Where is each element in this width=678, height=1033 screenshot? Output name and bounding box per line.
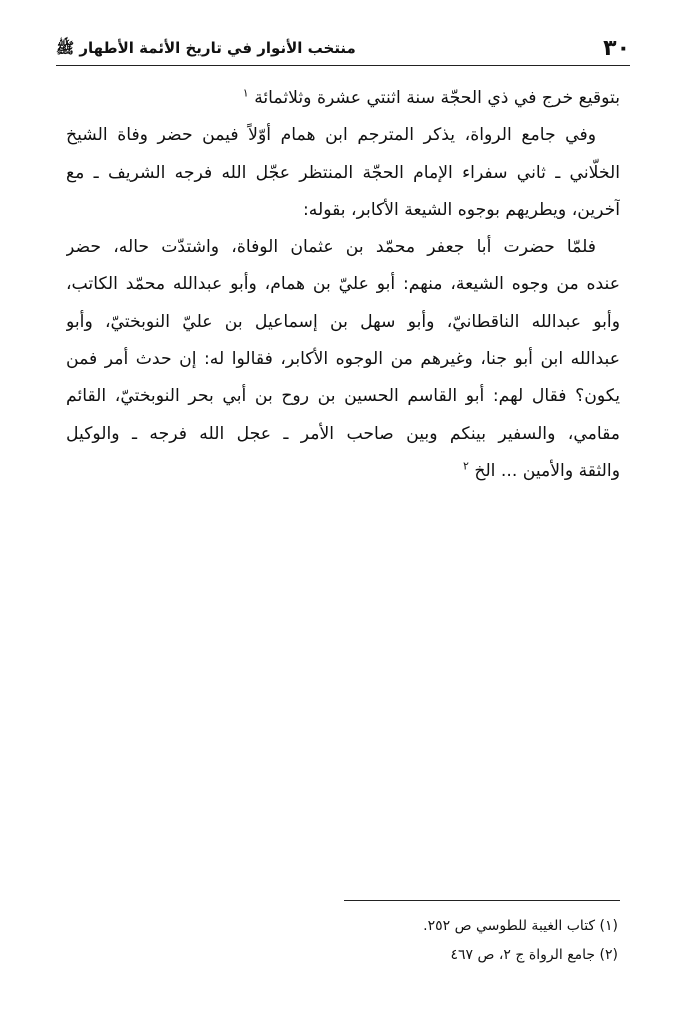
footnote: (٢) جامع الرواة ج ٢، ص ٤٦٧ — [450, 947, 618, 963]
page-header — [56, 26, 630, 66]
text-line-content: والثقة والأمين ... الخ — [474, 460, 620, 481]
text-line — [66, 453, 620, 490]
text-line: مقامي، والسفير بينكم وبين صاحب الأمر ـ عجل الله فرجه ـ والوكيل — [66, 423, 620, 444]
text-line: عنده من وجوه الشيعة، منهم: أبو عليّ بن همام، وأبو عبدالله محمّد الكاتب، — [66, 274, 620, 295]
footnote-divider — [344, 900, 620, 901]
text-line: وفي جامع الرواة، يذكر المترجم ابن همام أوّلاً فيمن حضر وفاة الشيخ — [66, 125, 596, 146]
body-text — [66, 80, 620, 490]
text-line: آخرين، ويطريهم بوجوه الشيعة الأكابر، بقوله: — [302, 199, 620, 220]
text-line: فلمّا حضرت أبا جعفر محمّد بن عثمان الوفاة، واشتدّت حاله، حضر — [66, 237, 596, 258]
text-line: الخلّاني ـ ثاني سفراء الإمام الحجّة المنتظر عجّل الله فرجه الشريف ـ مع — [66, 162, 620, 183]
text-line-content: بتوقيع خرج في ذي الحجّة سنة اثنتي عشرة وثلاثمائة — [254, 88, 620, 108]
footnote-ref: ١ — [242, 86, 249, 100]
text-line: عبدالله ابن أبو جنا، وغيرهم من الوجوه الأكابر، فقالوا له: إن حدث أمر فمن — [66, 349, 620, 370]
page-number: ٣٠ — [603, 36, 630, 61]
running-title: منتخب الأنوار في تاريخ الأئمة الأطهار ﷺ — [56, 39, 356, 57]
text-line — [66, 80, 620, 117]
text-line: يكون؟ فقال لهم: أبو القاسم الحسين بن روح بن أبي بحر النوبختيّ، القائم — [66, 386, 620, 407]
text-line: وأبو عبدالله الناقطانيّ، وأبو سهل بن إسماعيل بن عليّ النوبختيّ، وأبو — [66, 311, 620, 332]
footnotes — [66, 912, 618, 970]
footnote-ref: ٢ — [462, 459, 469, 473]
footnote: (١) كتاب الغيبة للطوسي ص ٢٥٢. — [423, 918, 618, 934]
